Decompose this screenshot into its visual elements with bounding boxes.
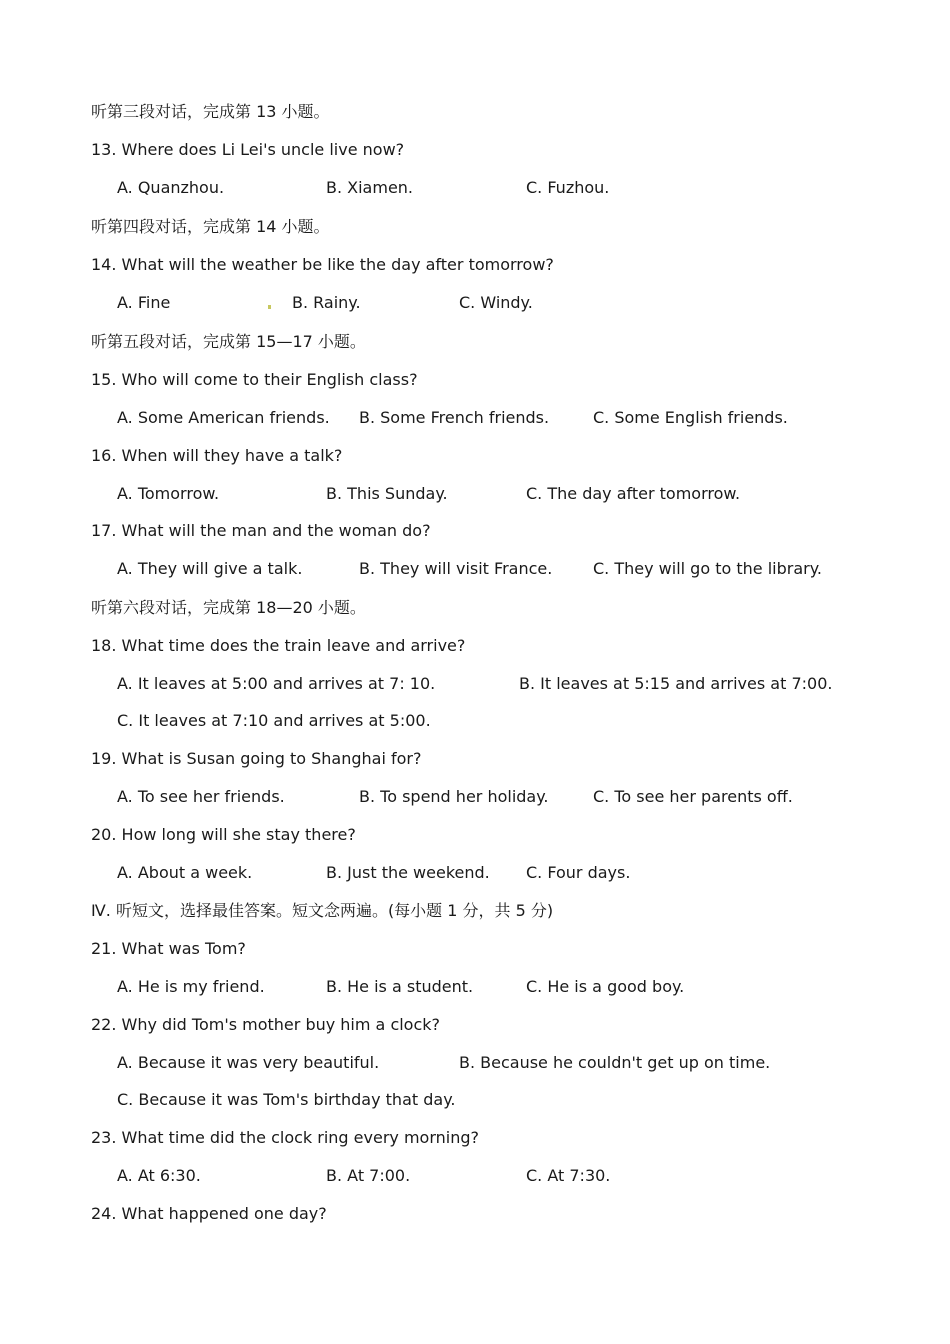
option-15b: B. Some French friends. bbox=[359, 408, 550, 427]
option-23c: C. At 7:30. bbox=[526, 1166, 611, 1185]
option-14b: B. Rainy. bbox=[292, 293, 361, 312]
option-21b: B. He is a student. bbox=[326, 977, 474, 996]
option-18b: B. It leaves at 5:15 and arrives at 7:00. bbox=[519, 674, 833, 693]
option-23a: A. At 6:30. bbox=[117, 1166, 201, 1185]
question-23: 23. What time did the clock ring every morning? bbox=[91, 1128, 479, 1147]
option-17b: B. They will visit France. bbox=[359, 559, 553, 578]
question-13: 13. Where does Li Lei's uncle live now? bbox=[91, 140, 405, 159]
option-15a: A. Some American friends. bbox=[117, 408, 330, 427]
option-17a: A. They will give a talk. bbox=[117, 559, 303, 578]
option-16b: B. This Sunday. bbox=[326, 484, 448, 503]
question-22: 22. Why did Tom's mother buy him a clock? bbox=[91, 1015, 441, 1034]
option-22b: B. Because he couldn't get up on time. bbox=[459, 1053, 771, 1072]
option-14a: A. Fine bbox=[117, 293, 171, 312]
question-19: 19. What is Susan going to Shanghai for? bbox=[91, 749, 422, 768]
option-18a: A. It leaves at 5:00 and arrives at 7: 10. bbox=[117, 674, 436, 693]
question-21: 21. What was Tom? bbox=[91, 939, 246, 958]
option-13b: B. Xiamen. bbox=[326, 178, 414, 197]
option-21a: A. He is my friend. bbox=[117, 977, 265, 996]
stray-mark bbox=[268, 305, 271, 309]
option-20a: A. About a week. bbox=[117, 863, 253, 882]
option-17c: C. They will go to the library. bbox=[593, 559, 822, 578]
option-18c: C. It leaves at 7:10 and arrives at 5:00. bbox=[117, 711, 431, 730]
question-17: 17. What will the man and the woman do? bbox=[91, 521, 431, 540]
option-15c: C. Some English friends. bbox=[593, 408, 788, 427]
option-21c: C. He is a good boy. bbox=[526, 977, 685, 996]
option-19a: A. To see her friends. bbox=[117, 787, 285, 806]
option-19b: B. To spend her holiday. bbox=[359, 787, 549, 806]
section-heading: 听第四段对话，完成第 14 小题。 bbox=[91, 217, 330, 236]
option-22a: A. Because it was very beautiful. bbox=[117, 1053, 380, 1072]
option-16c: C. The day after tomorrow. bbox=[526, 484, 741, 503]
question-15: 15. Who will come to their English class? bbox=[91, 370, 418, 389]
option-13a: A. Quanzhou. bbox=[117, 178, 225, 197]
option-23b: B. At 7:00. bbox=[326, 1166, 411, 1185]
option-14c: C. Windy. bbox=[459, 293, 533, 312]
option-19c: C. To see her parents off. bbox=[593, 787, 793, 806]
option-13c: C. Fuzhou. bbox=[526, 178, 610, 197]
question-20: 20. How long will she stay there? bbox=[91, 825, 356, 844]
section-heading: 听第六段对话，完成第 18—20 小题。 bbox=[91, 598, 366, 617]
section-heading: 听第五段对话，完成第 15—17 小题。 bbox=[91, 332, 366, 351]
option-16a: A. Tomorrow. bbox=[117, 484, 220, 503]
section-heading: Ⅳ. 听短文，选择最佳答案。短文念两遍。(每小题 1 分，共 5 分) bbox=[91, 901, 554, 920]
question-14: 14. What will the weather be like the day after tomorrow? bbox=[91, 255, 554, 274]
option-20c: C. Four days. bbox=[526, 863, 631, 882]
question-16: 16. When will they have a talk? bbox=[91, 446, 343, 465]
question-18: 18. What time does the train leave and arrive? bbox=[91, 636, 466, 655]
option-22c: C. Because it was Tom's birthday that day. bbox=[117, 1090, 456, 1109]
option-20b: B. Just the weekend. bbox=[326, 863, 490, 882]
question-24: 24. What happened one day? bbox=[91, 1204, 327, 1223]
section-heading: 听第三段对话，完成第 13 小题。 bbox=[91, 102, 330, 121]
